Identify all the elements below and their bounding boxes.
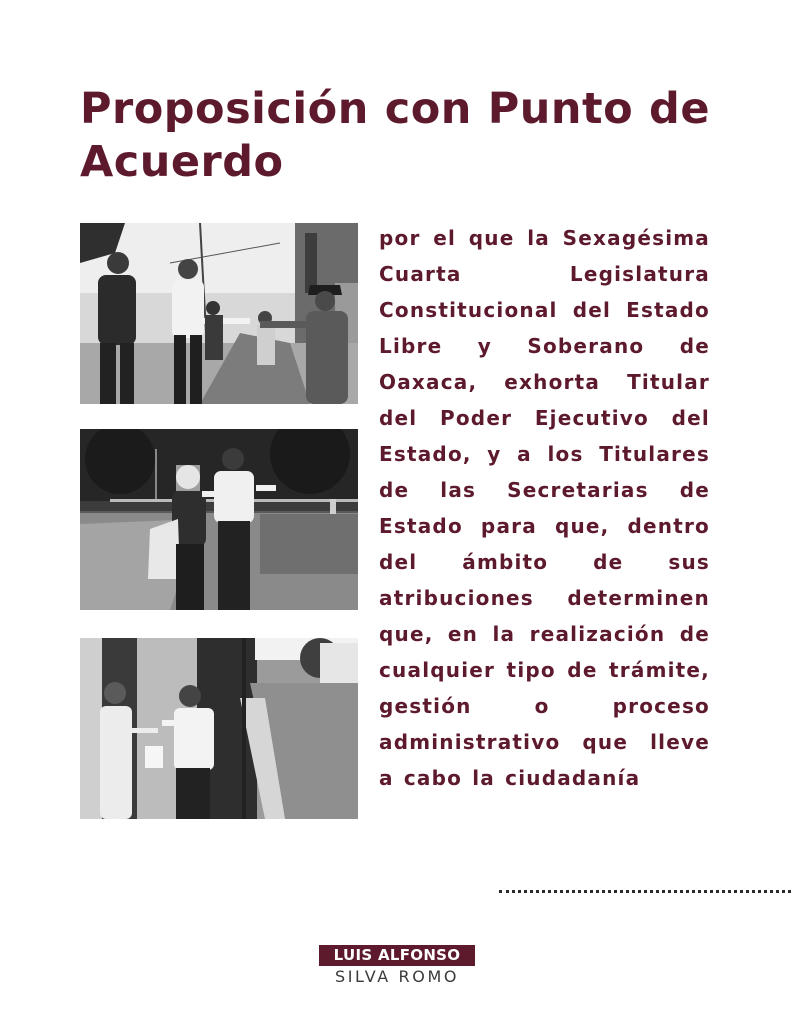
author-logo [319, 945, 475, 988]
campaign-photo-street-greeting [80, 223, 358, 404]
campaign-photo-fist-bump [80, 429, 358, 610]
logo-name-line2: SILVA ROMO [334, 967, 460, 986]
page-title: Proposición con Punto de Acuerdo [80, 84, 710, 187]
logo-name-line1: LUIS ALFONSO [319, 945, 475, 966]
dotted-divider [499, 890, 791, 893]
campaign-photo-door-to-door [80, 638, 358, 819]
body-text: por el que la Sexagésima Cuarta Legislatura Constitucional del Estado Libre y Soberano de Oaxaca, exhorta Titular del Poder Ejecutivo del Estado, y a los Titulares de las Secretarias de Estado para que, dentro del ámbito de sus atribuciones determinen que, en la realización de cualquier tipo de trámite, gestión o proceso administrativo que lleve a cabo la ciudadanía [379, 226, 710, 790]
